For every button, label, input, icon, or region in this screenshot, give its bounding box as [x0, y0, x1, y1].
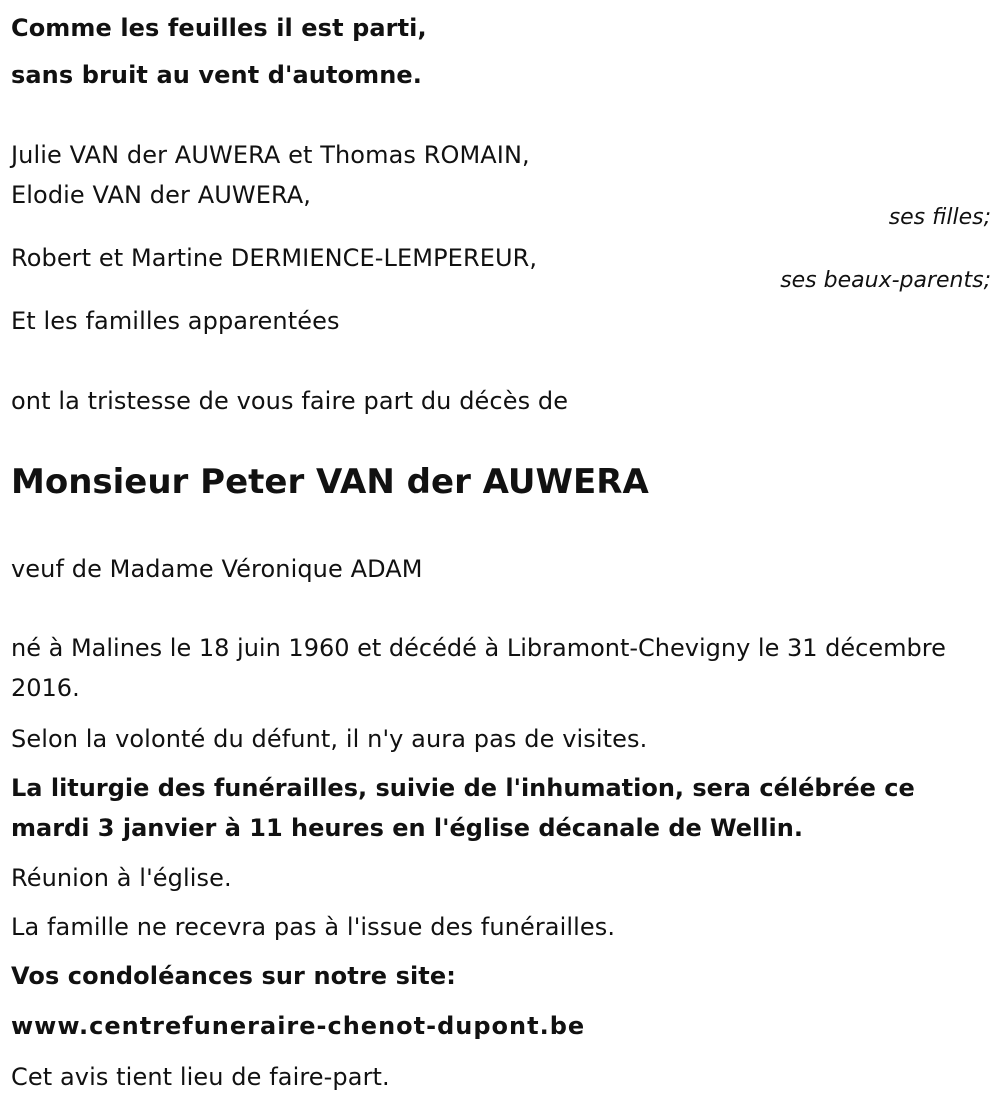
epigraph-line-2: sans bruit au vent d'automne. [11, 61, 422, 89]
announcement-text: ont la tristesse de vous faire part du décès de [11, 387, 569, 415]
no-reception-text: La famille ne recevra pas à l'issue des funérailles. [11, 913, 616, 941]
daughters-role: ses filles; [888, 205, 991, 230]
family-relatives: Et les familles apparentées [11, 307, 340, 335]
epigraph-line-1: Comme les feuilles il est parti, [11, 14, 427, 42]
no-visits-text: Selon la volonté du défunt, il n'y aura pas de visites. [11, 725, 648, 753]
widower-line: veuf de Madame Véronique ADAM [11, 555, 423, 583]
meeting-text: Réunion à l'église. [11, 864, 232, 892]
family-inlaws: Robert et Martine DERMIENCE-LEMPEREUR, [11, 244, 538, 272]
deceased-name: Monsieur Peter VAN der AUWERA [11, 462, 649, 502]
website-link[interactable]: www.centrefuneraire-chenot-dupont.be [11, 1012, 586, 1040]
family-daughter-1: Julie VAN der AUWERA et Thomas ROMAIN, [11, 141, 530, 169]
funeral-details: La liturgie des funérailles, suivie de l'inhumation, sera célébrée ce mardi 3 janvier à 11 heures en l'église décanale de Wellin. [11, 774, 915, 842]
closing-text: Cet avis tient lieu de faire-part. [11, 1063, 390, 1091]
family-daughter-2: Elodie VAN der AUWERA, [11, 181, 312, 209]
condolences-label: Vos condoléances sur notre site: [11, 962, 456, 990]
inlaws-role: ses beaux-parents; [780, 268, 991, 293]
birth-death-text: né à Malines le 18 juin 1960 et décédé à Libramont-Chevigny le 31 décembre 2016. [11, 634, 946, 702]
